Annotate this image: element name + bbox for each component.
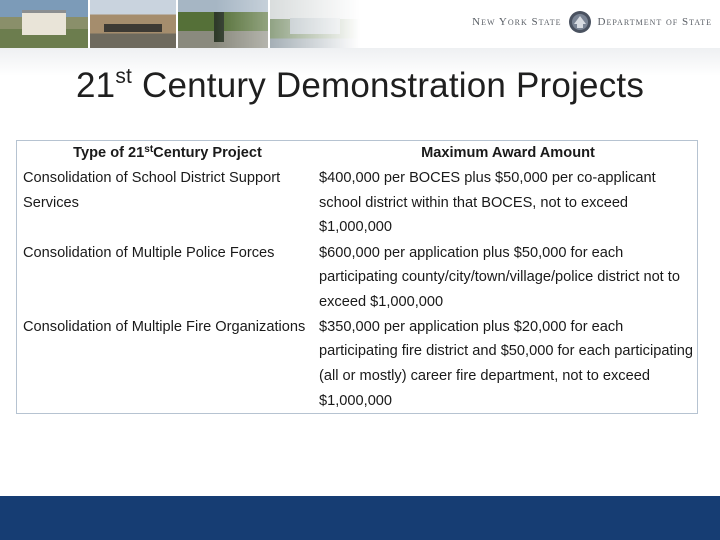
column-header-amount: Maximum Award Amount xyxy=(421,145,595,161)
header-photo-canal xyxy=(270,0,360,48)
award-table xyxy=(16,140,698,414)
table-row-type: Consolidation of School District Support Services xyxy=(23,170,281,211)
footer-bar xyxy=(0,496,720,540)
table-row-amount: $400,000 per BOCES plus $50,000 per co-applicant school district within that BOCES, not to exceed $1,000,000 xyxy=(319,170,656,236)
column-header-type-sup: st xyxy=(144,144,154,155)
header-photo-street xyxy=(90,0,176,48)
title-rest: Century Demonstration Projects xyxy=(132,66,645,105)
nys-department-of-state-logo xyxy=(472,6,712,38)
table-row-amount: $350,000 per application plus $20,000 for each participating fire district and $50,000 for each participating (all or mostly) career fire department, not to exceed $1,000,000 xyxy=(319,318,693,409)
column-header-type-rest: Century Project xyxy=(153,145,262,161)
table-row-type: Consolidation of Multiple Fire Organizations xyxy=(23,318,306,335)
logo-text-left: New York State xyxy=(472,16,562,28)
page-title xyxy=(0,66,720,106)
header-photo-people xyxy=(178,0,268,48)
column-header-type-prefix: Type of 21 xyxy=(73,145,145,161)
table-row-type: Consolidation of Multiple Police Forces xyxy=(23,244,275,261)
title-prefix: 21 xyxy=(75,66,116,105)
header-photo-capitol xyxy=(0,0,88,48)
column-header-type xyxy=(17,141,312,166)
logo-text-right: Department of State xyxy=(597,16,712,28)
table-row-amount: $600,000 per application plus $50,000 for each participating county/city/town/village/police district not to exceed $1,000,000 xyxy=(319,244,680,310)
header-photo-strip xyxy=(0,0,360,48)
title-superscript: st xyxy=(115,65,133,88)
nys-seal-icon xyxy=(568,10,592,34)
